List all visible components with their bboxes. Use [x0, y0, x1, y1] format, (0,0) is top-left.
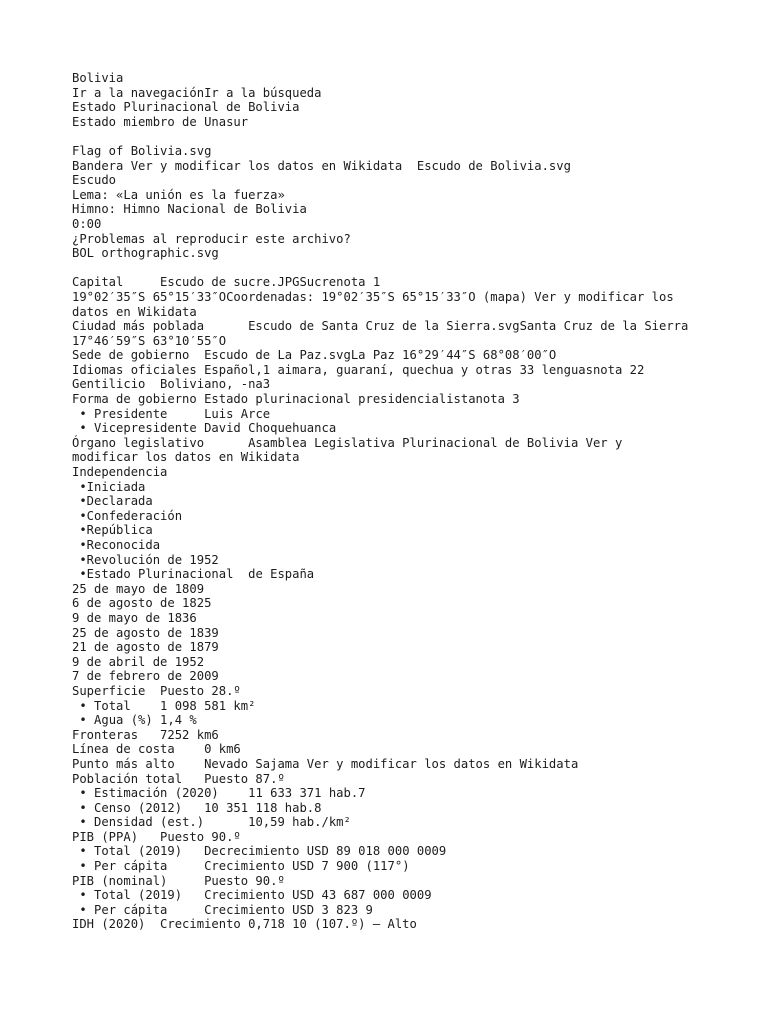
government-form-row: Forma de gobierno Estado plurinacional presidencialistanota 3 [72, 392, 520, 407]
independence-item: •Iniciada [72, 479, 146, 494]
president-row: • Presidente Luis Arce [72, 406, 271, 421]
capital-row: Capital Escudo de sucre.JPGSucrenota 1 [72, 275, 381, 290]
area-row: Superficie Puesto 28.º [72, 683, 241, 698]
motto-line: Lema: «La unión es la fuerza» [72, 187, 285, 202]
gdp-nominal-row: PIB (nominal) Puesto 90.º [72, 873, 285, 888]
coat-of-arms-label: Escudo [72, 173, 117, 188]
independence-item: •Revolución de 1952 [72, 552, 219, 567]
independence-item: •República [72, 523, 153, 538]
vice-president-row: • Vicepresidente David Choquehuanca [72, 421, 337, 436]
flag-coat-of-arms-row: Bandera Ver y modificar los datos en Wikidata Escudo de Bolivia.svg [72, 158, 571, 173]
area-total-row: • Total 1 098 581 km² [72, 698, 256, 713]
independence-item: •Confederación [72, 508, 183, 523]
blank-line [72, 129, 692, 144]
anthem-line: Himno: Himno Nacional de Bolivia [72, 202, 307, 217]
population-estimate-row: • Estimación (2020) 11 633 371 hab.7 [72, 786, 366, 801]
membership-note: Estado miembro de Unasur [72, 114, 249, 129]
largest-city-row: Ciudad más poblada Escudo de Santa Cruz de la Sierra.svgSanta Cruz de la Sierra 17°46′59″S 63°10′55″O [72, 319, 696, 348]
independence-item: •Estado Plurinacional de España [72, 567, 315, 582]
independence-date: 9 de mayo de 1836 [72, 610, 197, 625]
demonym-row: Gentilicio Boliviano, -na3 [72, 377, 271, 392]
independence-date: 9 de abril de 1952 [72, 654, 205, 669]
independence-date: 6 de agosto de 1825 [72, 596, 212, 611]
flag-image-label: Flag of Bolivia.svg [72, 143, 212, 158]
official-name: Estado Plurinacional de Bolivia [72, 100, 300, 115]
gdp-ppp-row: PIB (PPA) Puesto 90.º [72, 829, 241, 844]
gdp-ppp-total-row: • Total (2019) Decrecimiento USD 89 018 000 0009 [72, 844, 447, 859]
borders-row: Fronteras 7252 km6 [72, 727, 219, 742]
gdp-nominal-per-capita-row: • Per cápita Crecimiento USD 3 823 9 [72, 902, 373, 917]
gdp-ppp-per-capita-row: • Per cápita Crecimiento USD 7 900 (117°) [72, 859, 410, 874]
independence-item: •Declarada [72, 494, 153, 509]
coastline-row: Línea de costa 0 km6 [72, 742, 241, 757]
audio-time: 0:00 [72, 216, 102, 231]
seat-of-government-row: Sede de gobierno Escudo de La Paz.svgLa Paz 16°29′44″S 68°08′00″O [72, 348, 557, 363]
independence-date: 25 de mayo de 1809 [72, 581, 205, 596]
hdi-row: IDH (2020) Crecimiento 0,718 10 (107.º) – Alto [72, 917, 417, 932]
article-title: Bolivia [72, 71, 124, 85]
independence-date: 7 de febrero de 2009 [72, 669, 219, 684]
coordinates-row: 19°02′35″S 65°15′33″OCoordenadas: 19°02′35″S 65°15′33″O (mapa) Ver y modificar los datos en Wikidata [72, 289, 682, 319]
independence-date: 21 de agosto de 1879 [72, 640, 219, 655]
legislature-row: Órgano legislativo Asamblea Legislativa Plurinacional de Bolivia Ver y modificar los datos en Wikidata [72, 435, 630, 465]
area-water-row: • Agua (%) 1,4 % [72, 713, 197, 728]
population-census-row: • Censo (2012) 10 351 118 hab.8 [72, 800, 322, 815]
map-image-label: BOL orthographic.svg [72, 246, 219, 261]
skip-navigation-links[interactable]: Ir a la navegaciónIr a la búsqueda [72, 85, 322, 100]
population-density-row: • Densidad (est.) 10,59 hab./km² [72, 815, 351, 830]
independence-heading: Independencia [72, 465, 168, 480]
gdp-nominal-total-row: • Total (2019) Crecimiento USD 43 687 000 0009 [72, 888, 432, 903]
population-row: Población total Puesto 87.º [72, 771, 285, 786]
independence-item: •Reconocida [72, 538, 161, 552]
highest-point-row: Punto más alto Nevado Sajama Ver y modificar los datos en Wikidata [72, 756, 579, 771]
audio-help-link[interactable]: ¿Problemas al reproducir este archivo? [72, 231, 351, 246]
document-body [72, 71, 696, 932]
independence-date: 25 de agosto de 1839 [72, 625, 219, 640]
blank-line [72, 261, 692, 276]
official-languages-row: Idiomas oficiales Español,1 aimara, guaraní, quechua y otras 33 lenguasnota 22 [72, 362, 645, 377]
